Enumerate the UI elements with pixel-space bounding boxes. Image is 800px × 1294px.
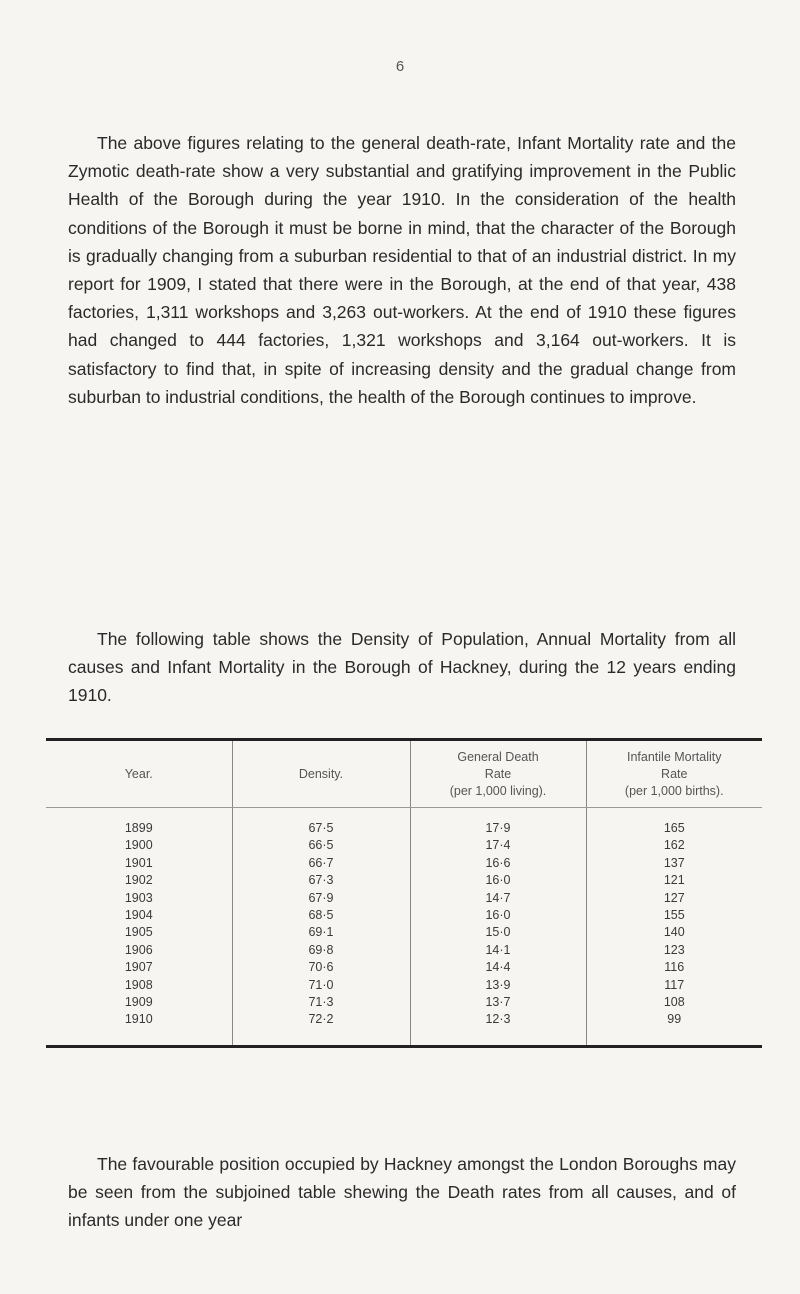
cell-infant: 117 bbox=[586, 977, 762, 994]
cell-death-rate: 13·7 bbox=[410, 994, 586, 1011]
table-row bbox=[46, 855, 762, 872]
cell-infant: 116 bbox=[586, 959, 762, 976]
cell-infant: 155 bbox=[586, 907, 762, 924]
cell-death-rate: 14·1 bbox=[410, 942, 586, 959]
cell-death-rate: 16·6 bbox=[410, 855, 586, 872]
cell-year: 1901 bbox=[124, 855, 153, 870]
cell-density: 69·8 bbox=[232, 942, 410, 959]
table-row bbox=[46, 959, 762, 976]
table-header-row bbox=[46, 741, 762, 808]
cell-year: 1899 bbox=[124, 821, 153, 835]
cell-density: 66·7 bbox=[232, 855, 410, 872]
mortality-table-grid bbox=[46, 741, 762, 1045]
cell-death-rate: 14·7 bbox=[410, 890, 586, 907]
cell-density: 71·3 bbox=[232, 994, 410, 1011]
cell-year: 1910 bbox=[124, 1012, 153, 1027]
cell-infant: 162 bbox=[586, 837, 762, 854]
cell-death-rate: 15·0 bbox=[410, 924, 586, 941]
cell-density: 72·2 bbox=[232, 1011, 410, 1028]
cell-density: 71·0 bbox=[232, 977, 410, 994]
cell-year: 1909 bbox=[124, 995, 153, 1010]
cell-year: 1905 bbox=[124, 925, 153, 940]
intro-paragraph: The above figures relating to the general death-rate, Infant Mortality rate and the Zymotic death-rate show a very substantial and gratifying improvement in the Public Health of the Borough during the year 1910. In the consideration of the health conditions of the Borough it must be borne in mind, that the character of the Borough is gradually changing from a suburban residential to that of an industrial district. In my report for 1909, I stated that there were in the Borough, at the end of that year, 438 factories, 1,311 workshops and 3,263 out-workers. At the end of 1910 these figures had changed to 444 factories, 1,321 workshops and 3,164 out-workers. It is satisfactory to find that, in spite of increasing density and the gradual change from suburban to industrial conditions, the health of the Borough continues to improve. bbox=[68, 133, 736, 407]
cell-density: 70·6 bbox=[232, 959, 410, 976]
header-density: Density. bbox=[232, 741, 410, 808]
header-year: Year. bbox=[46, 741, 232, 808]
header-infant-line2: Rate bbox=[661, 766, 688, 781]
cell-infant: 121 bbox=[586, 872, 762, 889]
cell-infant: 123 bbox=[586, 942, 762, 959]
header-infant-mortality bbox=[586, 741, 762, 808]
header-death-rate-line3: (per 1,000 living). bbox=[449, 783, 547, 798]
cell-density: 68·5 bbox=[232, 907, 410, 924]
cell-death-rate: 12·3 bbox=[410, 1011, 586, 1028]
mortality-table bbox=[46, 738, 762, 1048]
cell-infant: 137 bbox=[586, 855, 762, 872]
table-row bbox=[46, 837, 762, 854]
cell-density: 67·5 bbox=[232, 820, 410, 837]
cell-infant: 108 bbox=[586, 994, 762, 1011]
table-row bbox=[46, 907, 762, 924]
cell-death-rate: 17·9 bbox=[410, 820, 586, 837]
cell-year: 1900 bbox=[124, 838, 153, 853]
header-death-rate-line2: Rate bbox=[484, 766, 512, 781]
table-row bbox=[46, 994, 762, 1011]
cell-death-rate: 14·4 bbox=[410, 959, 586, 976]
cell-density: 67·3 bbox=[232, 872, 410, 889]
cell-year: 1902 bbox=[124, 873, 153, 888]
cell-density: 66·5 bbox=[232, 837, 410, 854]
table-row bbox=[46, 1011, 762, 1028]
header-infant-line1: Infantile Mortality bbox=[627, 749, 722, 764]
page-number: 6 bbox=[395, 58, 405, 75]
cell-year: 1903 bbox=[124, 890, 153, 905]
cell-infant: 165 bbox=[586, 820, 762, 837]
table-body bbox=[46, 808, 762, 1045]
closing-paragraph: The favourable position occupied by Hackney amongst the London Boroughs may be seen from the subjoined table shewing the Death rates from all causes, and of infants under one year bbox=[68, 1154, 736, 1231]
cell-death-rate: 16·0 bbox=[410, 907, 586, 924]
table-row bbox=[46, 872, 762, 889]
cell-death-rate: 16·0 bbox=[410, 872, 586, 889]
table-row bbox=[46, 924, 762, 941]
cell-infant: 99 bbox=[586, 1011, 762, 1028]
cell-density: 69·1 bbox=[232, 924, 410, 941]
table-spacer-row bbox=[46, 1029, 762, 1045]
cell-infant: 140 bbox=[586, 924, 762, 941]
cell-year: 1904 bbox=[124, 908, 153, 923]
header-infant-line3: (per 1,000 births). bbox=[624, 783, 724, 798]
table-row bbox=[46, 890, 762, 907]
cell-density: 67·9 bbox=[232, 890, 410, 907]
cell-death-rate: 17·4 bbox=[410, 837, 586, 854]
table-spacer-row bbox=[46, 808, 762, 821]
table-row bbox=[46, 942, 762, 959]
cell-year: 1907 bbox=[124, 960, 153, 975]
table-row bbox=[46, 977, 762, 994]
header-death-rate-line1: General Death bbox=[457, 749, 539, 764]
header-death-rate bbox=[410, 741, 586, 808]
table-bottom-rule bbox=[46, 1045, 762, 1048]
cell-year: 1906 bbox=[124, 942, 153, 957]
table-row bbox=[46, 820, 762, 837]
cell-year: 1908 bbox=[124, 977, 153, 992]
table-intro-paragraph: The following table shows the Density of Population, Annual Mortality from all causes and Infant Mortality in the Borough of Hackney, during the 12 years ending 1910. bbox=[68, 629, 736, 706]
cell-death-rate: 13·9 bbox=[410, 977, 586, 994]
cell-infant: 127 bbox=[586, 890, 762, 907]
